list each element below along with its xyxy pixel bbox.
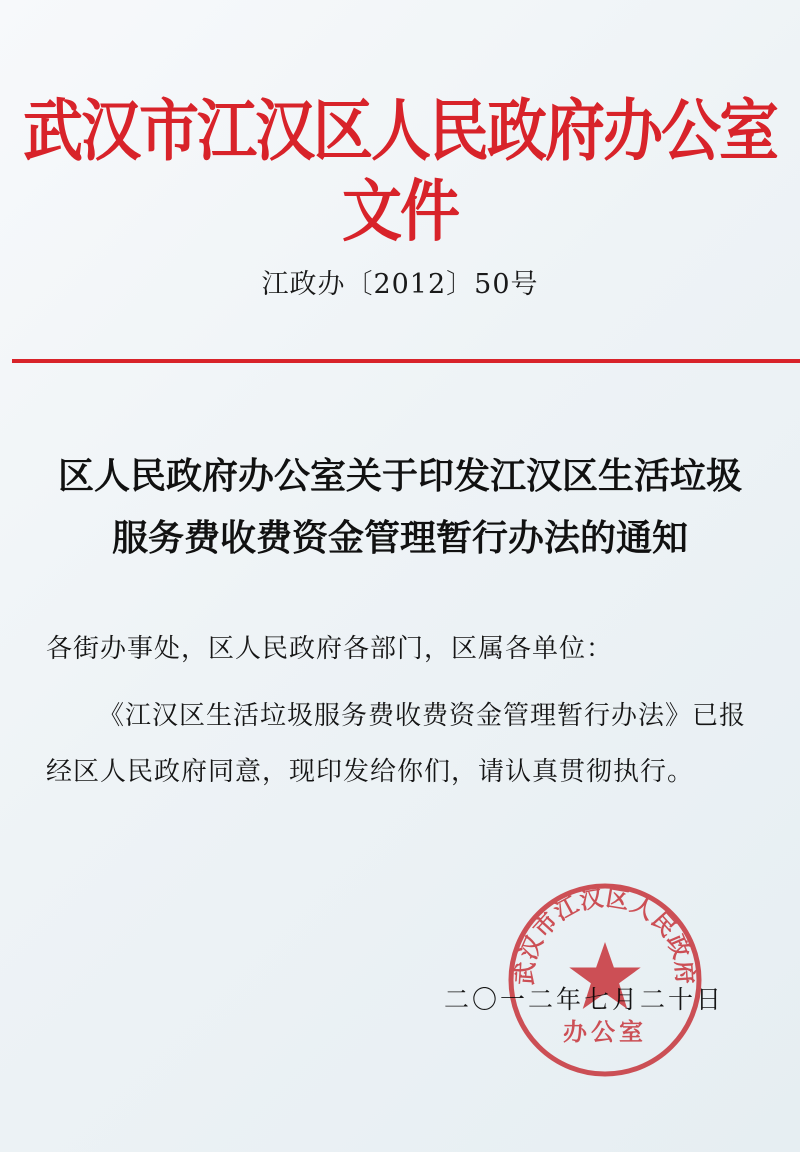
issue-date: 二〇一二年七月二十日 (444, 985, 725, 1014)
notice-title (40, 445, 760, 569)
document-number: 江政办〔2012〕50号 (261, 269, 539, 300)
salutation: 各街办事处，区人民政府各部门，区属各单位： (46, 634, 614, 664)
star-icon (569, 942, 640, 1009)
seal-bottom-text: 办公室 (563, 1017, 647, 1046)
notice-title-line-2: 服务费收费资金管理暂行办法的通知 (111, 517, 688, 559)
body-paragraph: 《江汉区生活垃圾服务费收费资金管理暂行办法》已报经区人民政府同意，现印发给你们，请认真贯彻执行。 (46, 701, 747, 787)
notice-title-line-1: 区人民政府办公室关于印发江汉区生活垃圾 (57, 455, 742, 497)
red-divider-line (12, 359, 800, 363)
official-seal (505, 880, 705, 1080)
seal-ring-textpath: 武汉市江汉区人民政府 (511, 884, 699, 986)
document-header-title: 武汉市江汉区人民政府办公室文件 (23, 92, 777, 252)
